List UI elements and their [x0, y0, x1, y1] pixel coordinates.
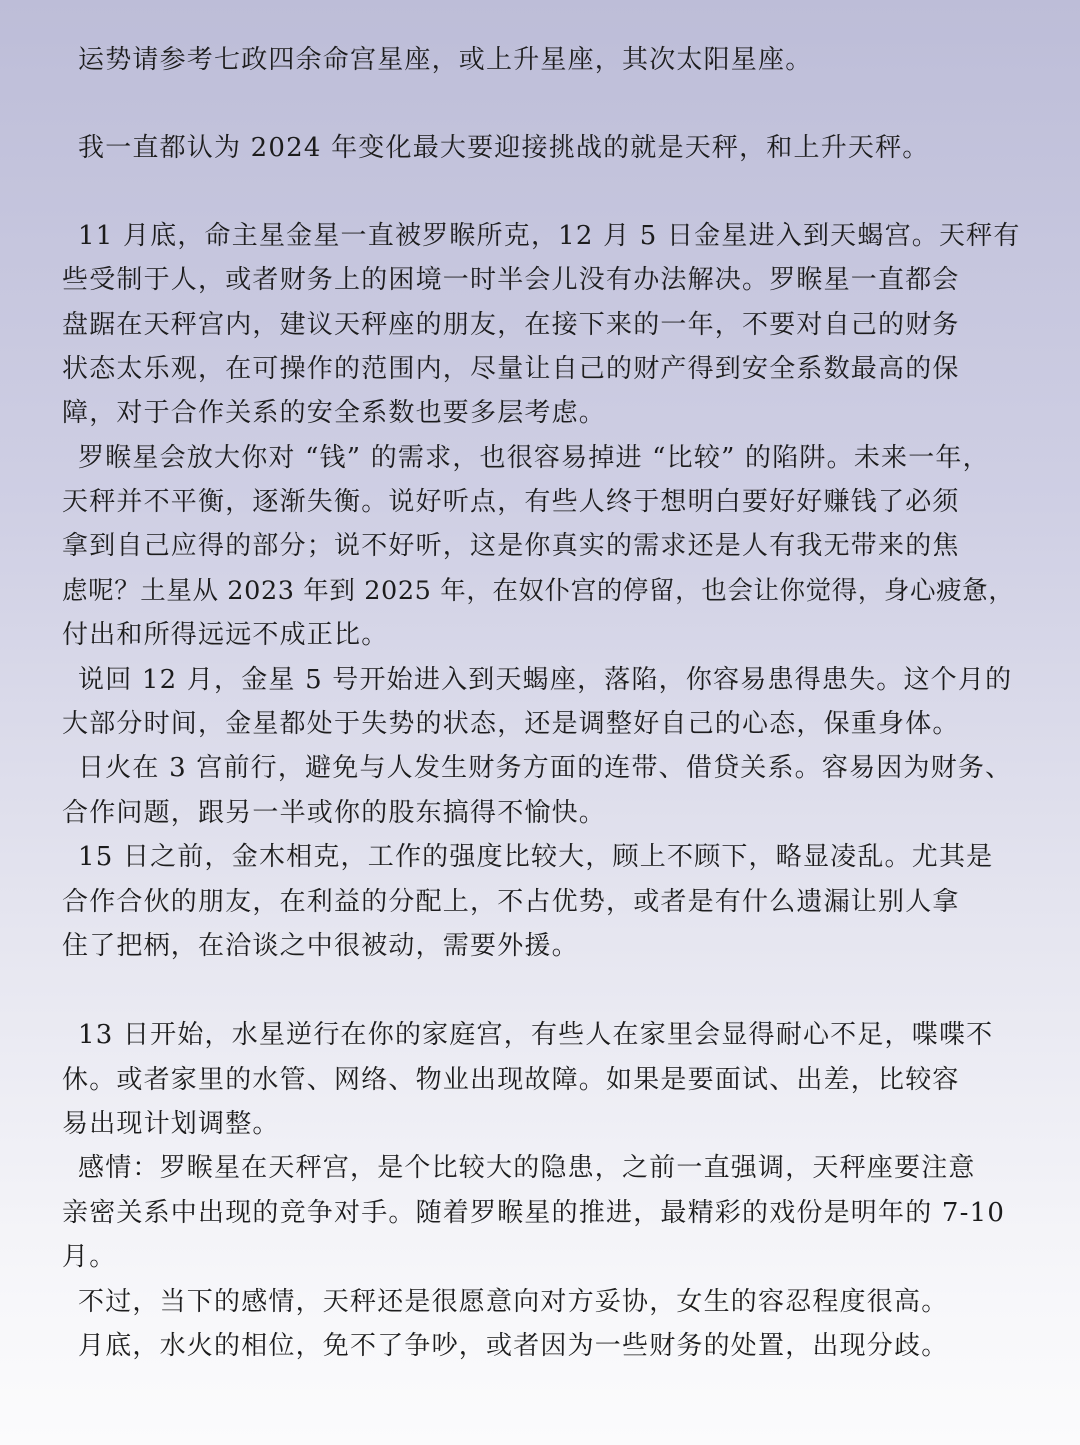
text-line: 合作合伙的朋友，在利益的分配上，不占优势，或者是有什么遗漏让别人拿: [62, 887, 960, 917]
text-line: 月。: [62, 1242, 117, 1272]
text-line: 日火在 3 宫前行，避免与人发生财务方面的连带、借贷关系。容易因为财务、: [78, 753, 1013, 783]
text-line: 拿到自己应得的部分；说不好听，这是你真实的需求还是人有我无带来的焦: [62, 531, 960, 561]
text-line: 大部分时间，金星都处于失势的状态，还是调整好自己的心态，保重身体。: [62, 709, 960, 739]
text-line: 罗睺星会放大你对 “钱” 的需求，也很容易掉进 “比较” 的陷阱。未来一年，: [78, 443, 990, 473]
text-line: 感情：罗睺星在天秤宫，是个比较大的隐患，之前一直强调，天秤座要注意: [78, 1153, 976, 1183]
text-line: 盘踞在天秤宫内，建议天秤座的朋友，在接下来的一年，不要对自己的财务: [62, 310, 960, 340]
text-line: 我一直都认为 2024 年变化最大要迎接挑战的就是天秤，和上升天秤。: [78, 133, 930, 163]
text-line: 付出和所得远远不成正比。: [62, 620, 389, 650]
text-line: 说回 12 月，金星 5 号开始进入到天蝎座，落陷，你容易患得患失。这个月的: [78, 665, 1013, 695]
text-line: 亲密关系中出现的竞争对手。随着罗睺星的推进，最精彩的戏份是明年的 7-10: [62, 1198, 1006, 1228]
text-line: 运势请参考七政四余命宫星座，或上升星座，其次太阳星座。: [78, 45, 813, 75]
text-line: 不过，当下的感情，天秤还是很愿意向对方妥协，女生的容忍程度很高。: [78, 1287, 949, 1317]
text-line: 月底，水火的相位，免不了争吵，或者因为一些财务的处置，出现分歧。: [78, 1331, 949, 1361]
text-line: 障，对于合作关系的安全系数也要多层考虑。: [62, 398, 607, 428]
text-line: 虑呢？土星从 2023 年到 2025 年，在奴仆宫的停留，也会让你觉得，身心疲惫，: [62, 576, 1015, 606]
text-line: 些受制于人，或者财务上的困境一时半会儿没有办法解决。罗睺星一直都会: [62, 265, 960, 295]
text-line: 住了把柄，在洽谈之中很被动，需要外援。: [62, 931, 579, 961]
text-line: 易出现计划调整。: [62, 1109, 280, 1139]
text-line: 11 月底，命主星金星一直被罗睺所克，12 月 5 日金星进入到天蝎宫。天秤有: [78, 221, 1021, 251]
text-line: 13 日开始，水星逆行在你的家庭宫，有些人在家里会显得耐心不足，喋喋不: [78, 1020, 994, 1050]
text-line: 15 日之前，金木相克，工作的强度比较大，顾上不顾下，略显凌乱。尤其是: [78, 842, 994, 872]
text-line: 休。或者家里的水管、网络、物业出现故障。如果是要面试、出差，比较容: [62, 1065, 960, 1095]
text-line: 状态太乐观，在可操作的范围内，尽量让自己的财产得到安全系数最高的保: [62, 354, 960, 384]
text-line: 天秤并不平衡，逐渐失衡。说好听点，有些人终于想明白要好好赚钱了必须: [62, 487, 960, 517]
text-line: 合作问题，跟另一半或你的股东搞得不愉快。: [62, 798, 607, 828]
